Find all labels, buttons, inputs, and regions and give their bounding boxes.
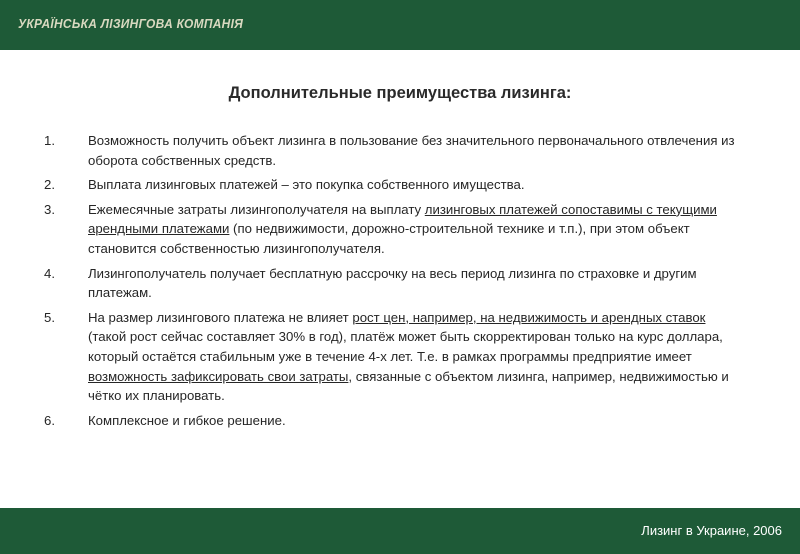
item-text: [88, 131, 744, 170]
list-item: [44, 411, 744, 431]
item-number: 5.: [44, 309, 55, 325]
advantages-list: [44, 131, 744, 435]
item-number: 1.: [44, 133, 55, 148]
item-number: 6.: [44, 412, 55, 428]
text-fragment: Комплексное и гибкое решение.: [88, 412, 286, 428]
item-number: 4.: [44, 265, 55, 281]
text-fragment: Выплата лизинговых платежей – это покупка собственного имущества.: [88, 177, 525, 193]
item-text: [88, 200, 744, 259]
company-logo: [14, 8, 252, 38]
text-fragment: (такой рост сейчас составляет 30% в год), платёж может быть скорректирован только на курс доллара, который остаётся стабильным уже в течение 4-х лет. Т.е. в рамках программы предприятие имеет: [88, 329, 723, 364]
underlined-phrase: возможность зафиксировать свои затраты: [88, 368, 349, 384]
text-fragment: На размер лизингового платежа не влияет: [88, 309, 353, 325]
item-text: [88, 175, 744, 195]
page-title: Дополнительные преимущества лизинга:: [228, 84, 572, 102]
footer-caption: Лизинг в Украине, 2006: [641, 523, 782, 538]
item-number: 3.: [44, 201, 55, 217]
list-item: [44, 200, 744, 259]
list-item: [44, 131, 744, 170]
underlined-phrase: лизинговых платежей сопоставимы с текущими арендными платежами: [88, 201, 717, 237]
text-fragment: Возможность получить объект лизинга в пользование без значительного первоначального отвлечения из оборота собственных средств.: [88, 133, 735, 168]
text-fragment: Лизингополучатель получает бесплатную рассрочку на весь период лизинга по страховке и другим платежам.: [88, 265, 697, 301]
header-bar: [0, 0, 800, 50]
text-fragment: (по недвижимости, дорожно-строительной технике и т.п.), при этом объект становится собственностью лизингополучателя.: [88, 221, 690, 256]
text-fragment: Ежемесячные затраты лизингополучателя на выплату: [88, 201, 425, 217]
text-fragment: , связанные с объектом лизинга, например, недвижимостью и чётко их планировать.: [88, 368, 729, 404]
footer-bar: [0, 508, 800, 554]
list-item: [44, 264, 744, 303]
item-number: 2.: [44, 177, 55, 193]
item-text: [88, 264, 744, 303]
list-item: [44, 175, 744, 195]
underlined-phrase: рост цен, например, на недвижимость и арендных ставок: [352, 309, 706, 325]
company-name: УКРАЇНСЬКА ЛІЗИНГОВА КОМПАНІЯ: [18, 15, 244, 31]
item-text: [88, 411, 744, 431]
list-item: [44, 308, 744, 406]
item-text: [88, 308, 744, 406]
